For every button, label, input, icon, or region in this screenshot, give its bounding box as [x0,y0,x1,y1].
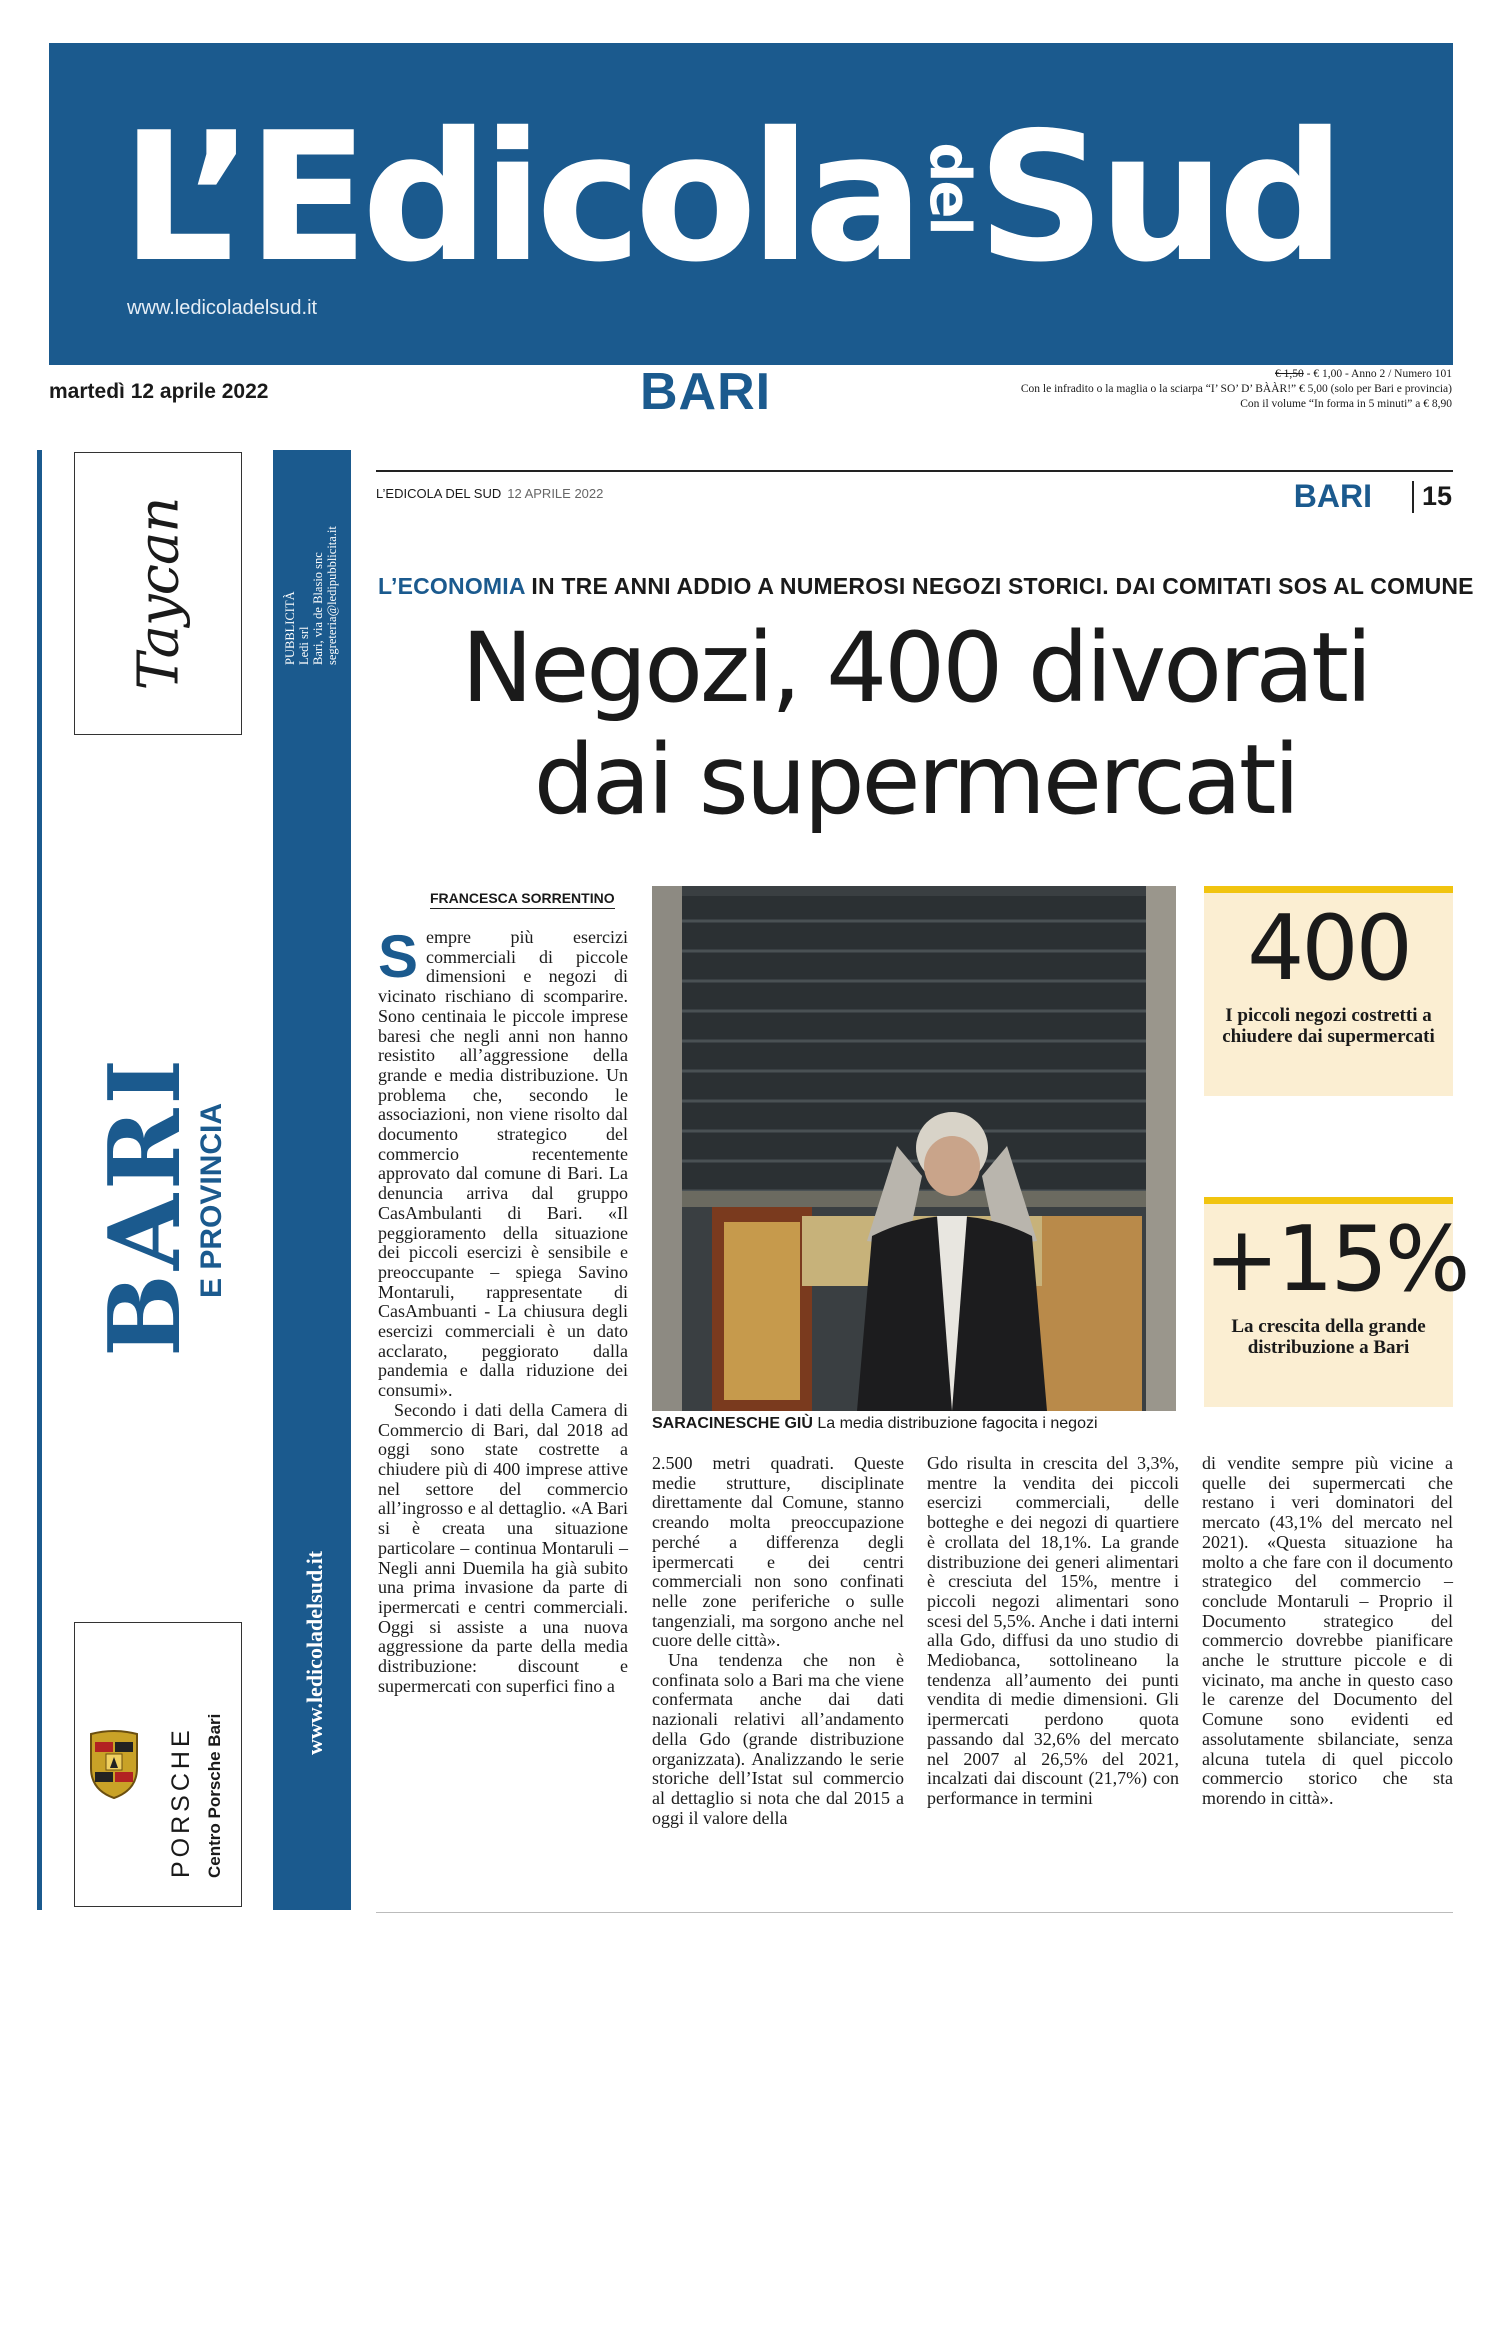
price-current: - € 1,00 - Anno 2 / Numero 101 [1303,368,1452,380]
old-price: € 1,50 [1275,368,1304,380]
stat-box-1 [1204,886,1453,1096]
sidebar-info-strip [273,450,351,2350]
ad-taycan-wordmark: Taycan [126,497,192,691]
dateline: martedì 12 aprile 2022 [49,380,269,403]
paragraph: Una tendenza che non è confinata solo a Bari ma che viene confermata anche dai dati nazionali relativi all’andamento della Gdo (grande distribuzione organizzata). Analizzando le serie storiche dell’Istat sul commercio al dettaglio si nota che dal 2015 a oggi il valore della [652,1650,904,1828]
section-subtitle-provincia: E PROVINCIA [195,1102,228,1298]
logo-right: Sud [977,94,1339,301]
redazione-whatsapp: WHATSAPP: 366-6070403 [309,2210,323,2350]
price-block [932,367,1452,412]
paragraph-text: empre più esercizi commerciali di piccole dimensioni e negozi di vicinato rischiano di scomparire. Sono centinaia le piccole imprese baresi che negli anni non hanno resistito all’aggressione della grande e media distribuzione. Un problema che, secondo le associazioni, non viene risolto dal documento strategico del commercio recentemente approvato dal comune di Bari. La denuncia arriva dal gruppo CasAmbulanti di Bari. «Il peggioramento della situazione dei piccoli esercizi è sensibile e preoccupante – spiega Savino Montaruli, rappresentate di CasAmbuanti - La chiusura degli esercizi commerciali è un dato acclarato, peggiorato dalla pandemia e dalla riduzione dei consumi». [378,927,628,1401]
pubblicita-company: Ledi srl [297,626,311,665]
logo-left: L’Edicola [121,94,918,301]
caption-label: SARACINESCHE GIÙ [652,1415,813,1432]
headline-line-2: dai supermercati [533,724,1298,836]
pubblicita-address: Bari, via de Blasio snc [311,552,325,665]
price-line-2: Con le infradito o la maglia o la sciarpa “I’ SO’ D’ BÀÀR!” € 5,00 (solo per Bari e provincia) [1020,383,1452,395]
article-column-1 [378,923,628,1696]
section-title-bari: BARI [88,1054,203,1357]
article-column-2 [652,1454,904,1828]
sidebar-rule [37,450,42,1910]
drop-cap: S [378,923,419,990]
folio-left [376,486,603,501]
logo-del: del [917,142,983,234]
porsche-dealer: Centro Porsche Bari [205,1713,224,1878]
top-rule [376,470,1453,472]
redazione-title: REDAZIONE CENTRALE [281,2210,295,2350]
redazione-info [281,2178,337,2350]
folio-paper: L’EDICOLA DEL SUD [376,486,502,501]
folio-separator [1412,481,1414,513]
porsche-crest-icon [87,1728,141,1800]
shutter-photo-illustration [652,886,1176,1411]
stat-box-2 [1204,1197,1468,1407]
stat-label: La crescita della grande distribuzione a Bari [1231,1316,1426,1358]
sidebar-website[interactable]: www.ledicoladelsud.it [302,1550,327,1755]
article-photo [652,886,1176,1411]
masthead [49,43,1453,365]
paragraph [378,923,628,1401]
stat-value: 400 [1247,896,1410,1001]
folio-section: BARI [1293,478,1372,514]
headline-line-1: Negozi, 400 divorati [461,612,1370,724]
article-column-4 [1202,1454,1453,1809]
paragraph: Gdo risulta in crescita del 3,3%, mentre la vendita dei piccoli esercizi commerciali, delle botteghe e dei negozi di quartiere è crollata del 18,1%. La grande distribuzione dei generi alimentari è cresciuta del 15%, mentre i piccoli negozi alimentari sono scesi del 5,5%. Anche i dati interni alla Gdo, diffusi da uno studio di Mediobanca, sottolineano la tendenza all’aumento dei punti vendita di medie dimensioni. Gli ipermercati perdono quota passando dal 32,6% del mercato nel 2007 al 26,5% del 2021, incalzati dai discount (21,7%) con performance in termini [927,1453,1179,1808]
masthead-url[interactable]: www.ledicoladelsud.it [127,297,318,319]
caption-text: La media distribuzione fagocita i negozi [812,1415,1098,1432]
stat-label: I piccoli negozi costretti a chiudere dai supermercati [1222,1005,1435,1047]
article-column-3 [927,1454,1179,1809]
pubblicita-title: PUBBLICITÀ [283,591,297,665]
paragraph: Secondo i dati della Camera di Commercio di Bari, dal 2018 ad oggi sono state costrette a chiudere più di 400 imprese attive nel settore del commercio all’ingrosso e al dettaglio. «A Bari si è creata una situazione particolare – continua Montaruli – Negli anni Duemila ha già subito una prima invasione da parte di ipermercati e centri commerciali. Oggi si assiste a una nuova aggressione da parte della media distribuzione: discount e supermercati con superfici fino a [378,1399,628,1696]
stat-value: +15% [1204,1207,1468,1312]
paragraph: 2.500 metri quadrati. Queste medie strutture, disciplinate direttamente dal Comune, stanno creando molta preoccupazione perché a differenza degli ipermercati e dei centri commerciali non sono confinati nelle zone periferiche o sulle tangenziali, ma sorgono anche nel cuore delle città». [652,1453,904,1651]
price-line-1 [932,367,1452,382]
porsche-wordmark: PORSCHE [167,1726,195,1878]
bottom-rule [376,1912,1453,1913]
price-line-3: Con il volume “In forma in 5 minuti” a € 8,90 [1240,398,1452,410]
logo [121,94,1339,301]
photo-caption [652,1415,1182,1433]
kicker-section: L’ECONOMIA [378,573,525,599]
folio-right [1294,478,1452,515]
pubblicita-email[interactable]: segreteria@ledipubblicita.it [325,526,339,665]
redazione-email[interactable]: E-MAIL: redazione@ledieditori.it [323,2178,337,2350]
ad-porsche[interactable] [74,1622,242,1907]
redazione-address: Bari, via F. de Blasio snc [295,2224,309,2350]
byline: FRANCESCA SORRENTINO [430,890,615,909]
kicker [378,573,1474,600]
edition-city: BARI [640,363,772,421]
paragraph: di vendite sempre più vicine a quelle dei supermercati che restano i veri dominatori del mercato (43,1% del mercato nel 2021). «Questa situazione ha molto a che fare con il documento strategico del commercio – conclude Montaruli – Proprio il Documento strategico del commercio dovrebbe pianificare anche le strutture piccole e di vicinato, ma anche in questo caso le carenze del Documento del Comune sono evidenti ed assolutamente sbilanciate, senza alcuna tutela di quel piccolo commercio storico che sta morendo in città». [1202,1453,1453,1808]
page-number: 15 [1421,481,1452,511]
pubblicita-info [283,526,339,665]
headline [378,612,1453,836]
logo-del-wrap [917,98,983,298]
folio-date: 12 APRILE 2022 [507,486,604,501]
kicker-text: IN TRE ANNI ADDIO A NUMEROSI NEGOZI STORICI. DAI COMITATI SOS AL COMUNE [524,573,1474,599]
ad-taycan[interactable] [74,452,242,735]
